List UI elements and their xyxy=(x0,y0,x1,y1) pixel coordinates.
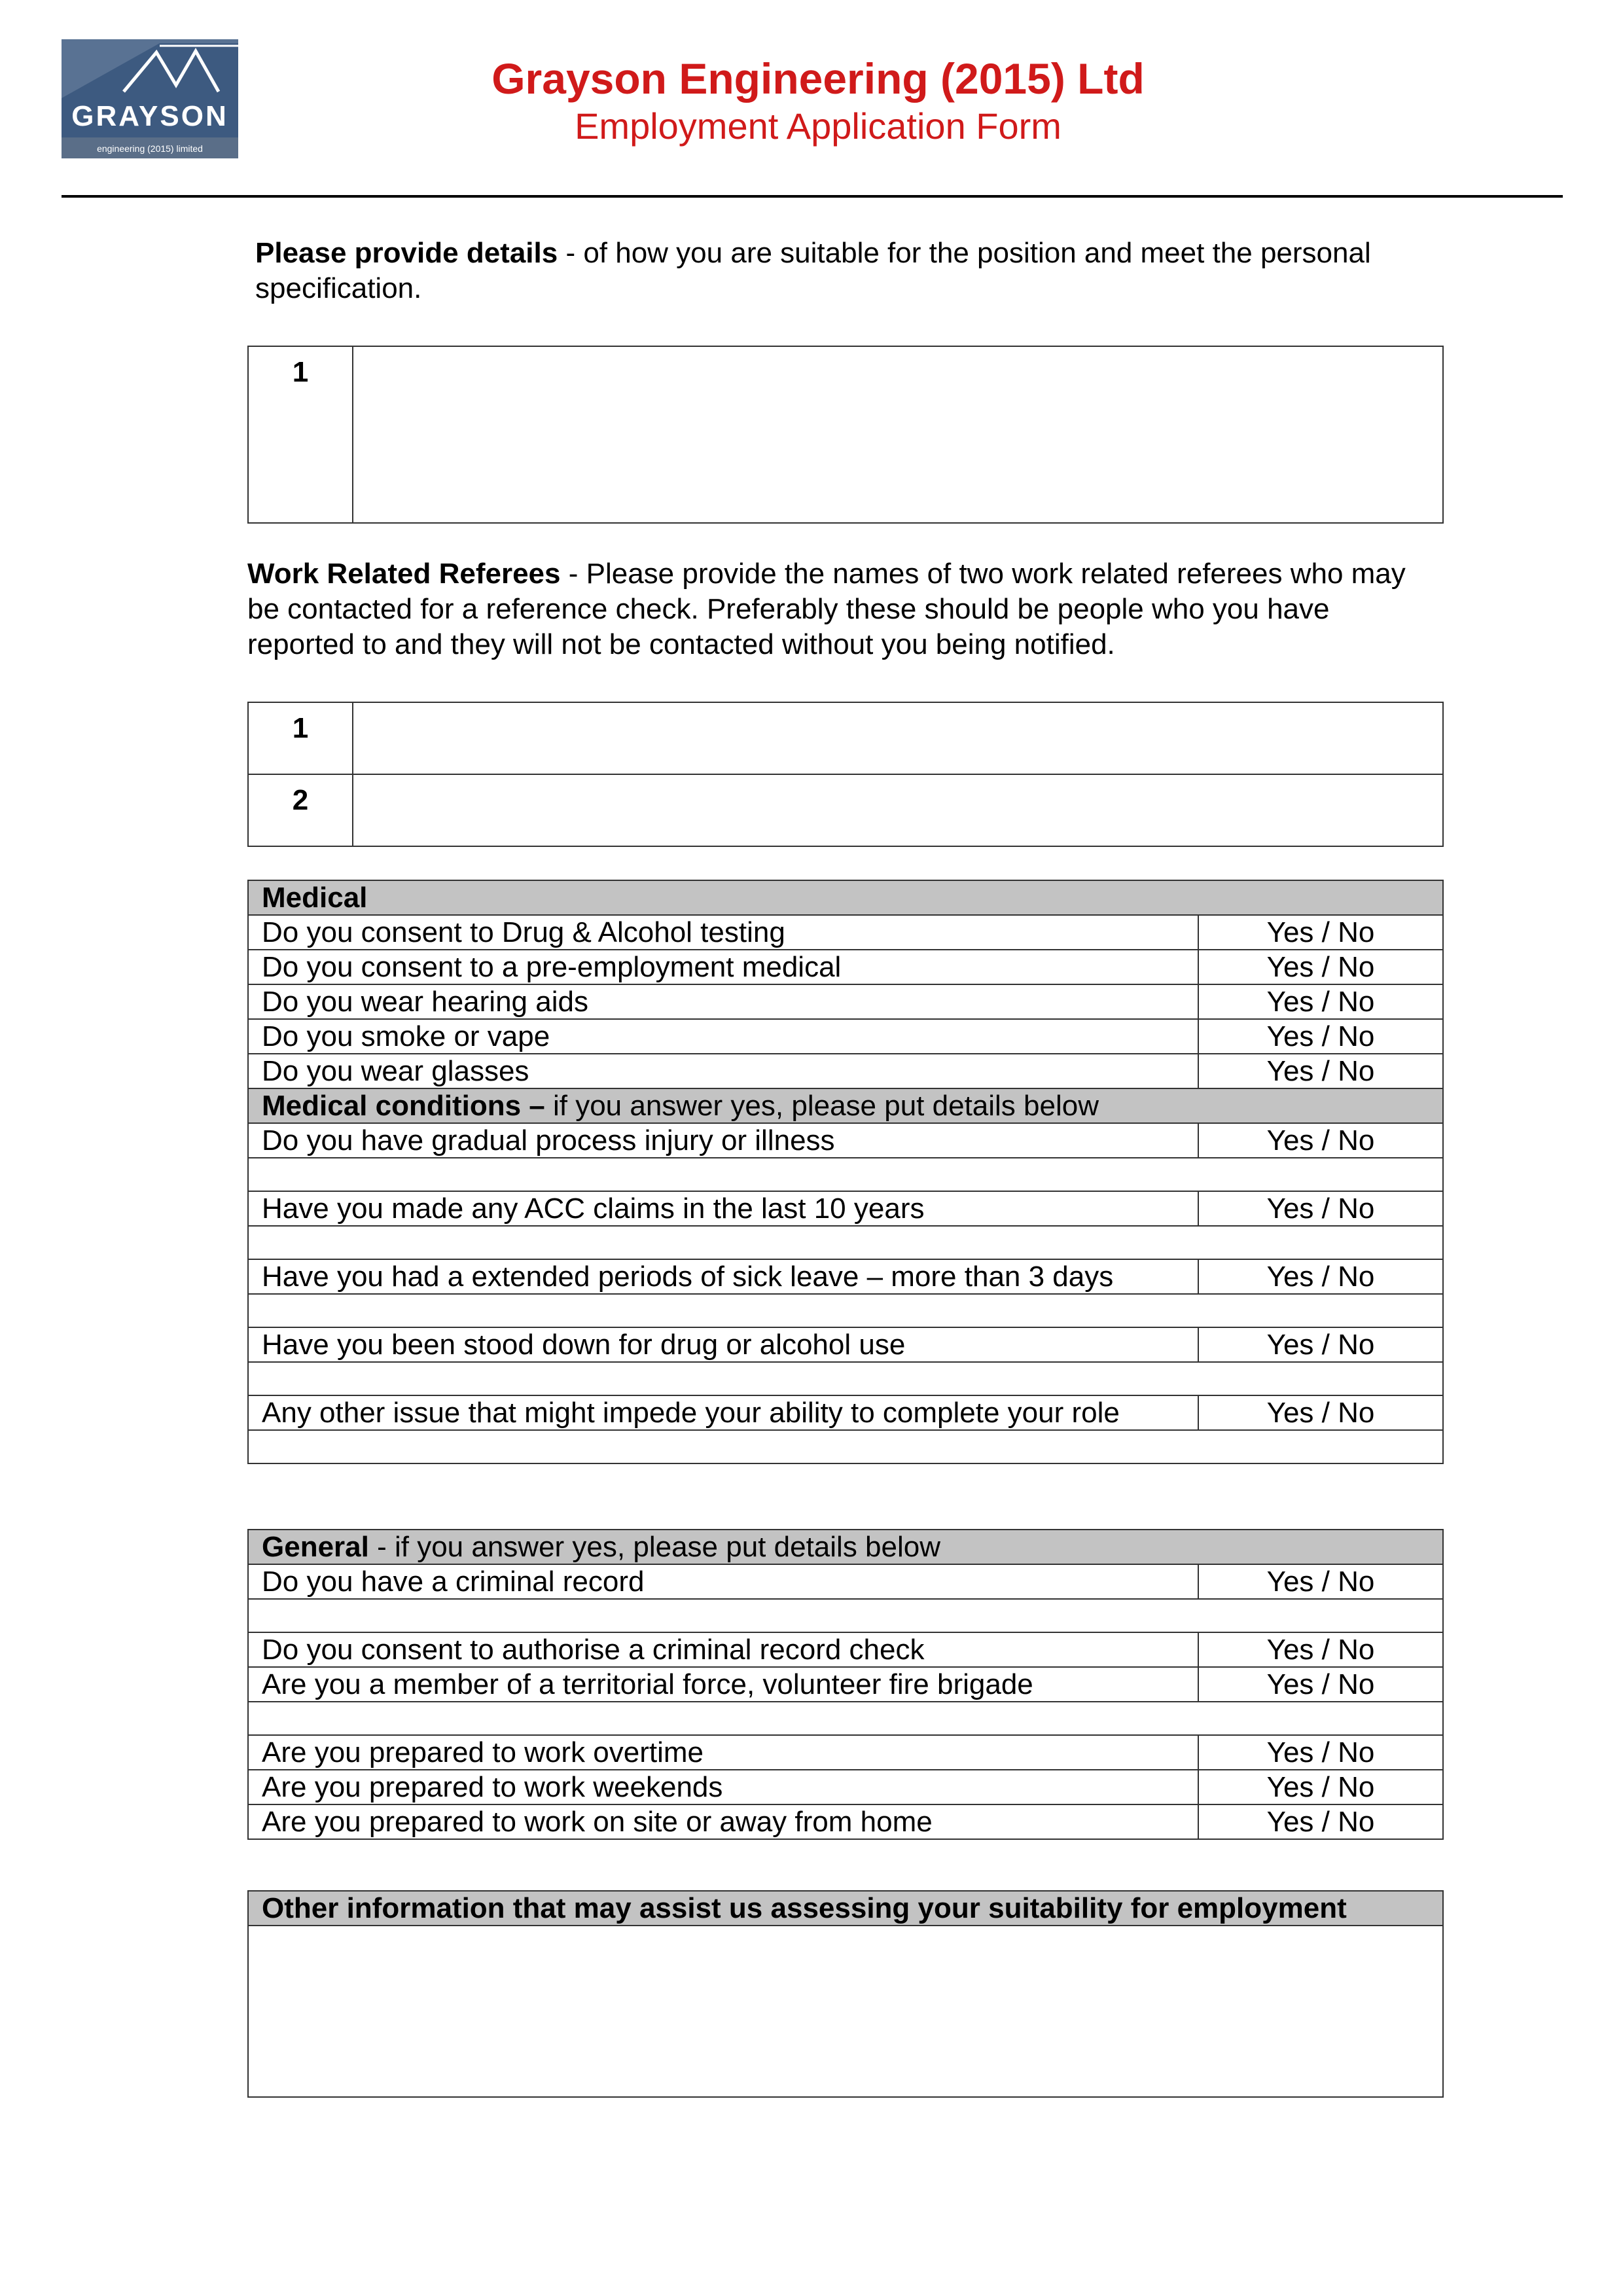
yes-no-answer[interactable]: Yes / No xyxy=(1198,1632,1443,1667)
row-number: 1 xyxy=(248,346,353,523)
details-row xyxy=(248,1362,1443,1395)
suitability-text: - of how you are suitable for the position and meet the personal specification. xyxy=(255,237,1371,304)
medical-table xyxy=(247,880,1444,1464)
yes-no-answer[interactable]: Yes / No xyxy=(1198,1667,1443,1702)
question-text: Are you prepared to work on site or away from home xyxy=(248,1804,1198,1839)
question-text: Have you had a extended periods of sick leave – more than 3 days xyxy=(248,1259,1198,1294)
question-row xyxy=(248,1259,1443,1294)
company-title: Grayson Engineering (2015) Ltd xyxy=(491,54,1145,103)
details-field[interactable] xyxy=(248,1294,1443,1327)
question-text: Do you wear hearing aids xyxy=(248,984,1198,1019)
yes-no-answer[interactable]: Yes / No xyxy=(1198,950,1443,984)
yes-no-answer[interactable]: Yes / No xyxy=(1198,1191,1443,1226)
question-row xyxy=(248,1123,1443,1158)
suitability-answer-field[interactable] xyxy=(353,346,1443,523)
question-text: Do you consent to Drug & Alcohol testing xyxy=(248,915,1198,950)
suitability-table xyxy=(247,346,1444,524)
referee-1-field[interactable] xyxy=(353,702,1443,774)
referee-2-field[interactable] xyxy=(353,774,1443,846)
question-row xyxy=(248,1191,1443,1226)
suitability-lead: Please provide details xyxy=(255,237,558,269)
details-row xyxy=(248,1599,1443,1632)
referees-intro xyxy=(247,556,1425,662)
question-text: Do you consent to authorise a criminal record check xyxy=(248,1632,1198,1667)
other-info-row xyxy=(248,1926,1443,2097)
question-text: Have you been stood down for drug or alcohol use xyxy=(248,1327,1198,1362)
question-text: Have you made any ACC claims in the last 10 years xyxy=(248,1191,1198,1226)
question-row xyxy=(248,1770,1443,1804)
general-header xyxy=(248,1530,1443,1564)
details-field[interactable] xyxy=(248,1158,1443,1191)
question-row xyxy=(248,1564,1443,1599)
question-row xyxy=(248,1667,1443,1702)
logo-text: GRAYSON xyxy=(71,100,228,132)
referee-row xyxy=(248,702,1443,774)
yes-no-answer[interactable]: Yes / No xyxy=(1198,1259,1443,1294)
yes-no-answer[interactable]: Yes / No xyxy=(1198,1770,1443,1804)
details-row xyxy=(248,1430,1443,1463)
question-text: Do you have gradual process injury or illness xyxy=(248,1123,1198,1158)
yes-no-answer[interactable]: Yes / No xyxy=(1198,984,1443,1019)
yes-no-answer[interactable]: Yes / No xyxy=(1198,1395,1443,1430)
other-info-table xyxy=(247,1890,1444,2098)
details-field[interactable] xyxy=(248,1226,1443,1259)
row-number: 2 xyxy=(248,774,353,846)
details-field[interactable] xyxy=(248,1702,1443,1735)
yes-no-answer[interactable]: Yes / No xyxy=(1198,1019,1443,1054)
yes-no-answer[interactable]: Yes / No xyxy=(1198,1804,1443,1839)
details-field[interactable] xyxy=(248,1430,1443,1463)
question-row xyxy=(248,1327,1443,1362)
general-table xyxy=(247,1529,1444,1840)
logo-tagline: engineering (2015) limited xyxy=(97,143,203,154)
other-info-header xyxy=(248,1891,1443,1926)
details-field[interactable] xyxy=(248,1599,1443,1632)
details-row xyxy=(248,1226,1443,1259)
question-text: Any other issue that might impede your ability to complete your role xyxy=(248,1395,1198,1430)
question-text: Are you prepared to work overtime xyxy=(248,1735,1198,1770)
medical-conditions-header xyxy=(248,1088,1443,1123)
general-title: General - if you answer yes, please put details below xyxy=(248,1530,1443,1564)
other-info-field[interactable] xyxy=(248,1926,1443,2097)
referee-row xyxy=(248,774,1443,846)
question-text: Are you a member of a territorial force, volunteer fire brigade xyxy=(248,1667,1198,1702)
yes-no-answer[interactable]: Yes / No xyxy=(1198,915,1443,950)
question-row xyxy=(248,1804,1443,1839)
medical-conditions-title: Medical conditions – if you answer yes, please put details below xyxy=(248,1088,1443,1123)
question-text: Do you smoke or vape xyxy=(248,1019,1198,1054)
yes-no-answer[interactable]: Yes / No xyxy=(1198,1327,1443,1362)
question-row xyxy=(248,1054,1443,1088)
suitability-intro xyxy=(255,236,1446,306)
suitability-row xyxy=(248,346,1443,523)
question-row xyxy=(248,1395,1443,1430)
question-row xyxy=(248,915,1443,950)
yes-no-answer[interactable]: Yes / No xyxy=(1198,1123,1443,1158)
medical-header xyxy=(248,880,1443,915)
details-field[interactable] xyxy=(248,1362,1443,1395)
other-info-title: Other information that may assist us assessing your suitability for employment xyxy=(248,1891,1443,1926)
question-row xyxy=(248,1735,1443,1770)
header-divider xyxy=(62,195,1563,198)
referees-table xyxy=(247,702,1444,847)
question-row xyxy=(248,1632,1443,1667)
question-text: Do you have a criminal record xyxy=(248,1564,1198,1599)
yes-no-answer[interactable]: Yes / No xyxy=(1198,1564,1443,1599)
details-row xyxy=(248,1702,1443,1735)
question-text: Do you consent to a pre-employment medical xyxy=(248,950,1198,984)
question-text: Do you wear glasses xyxy=(248,1054,1198,1088)
yes-no-answer[interactable]: Yes / No xyxy=(1198,1054,1443,1088)
referees-text: - Please provide the names of two work related referees who may be contacted for a reference check. Preferably these should be people who you have reported to and they will not be contacted without you being notified. xyxy=(247,558,1406,660)
medical-title: Medical xyxy=(248,880,1443,915)
form-title: Employment Application Form xyxy=(575,105,1061,147)
question-row xyxy=(248,950,1443,984)
question-text: Are you prepared to work weekends xyxy=(248,1770,1198,1804)
question-row xyxy=(248,984,1443,1019)
referees-lead: Work Related Referees xyxy=(247,558,561,590)
details-row xyxy=(248,1294,1443,1327)
details-row xyxy=(248,1158,1443,1191)
row-number: 1 xyxy=(248,702,353,774)
yes-no-answer[interactable]: Yes / No xyxy=(1198,1735,1443,1770)
question-row xyxy=(248,1019,1443,1054)
